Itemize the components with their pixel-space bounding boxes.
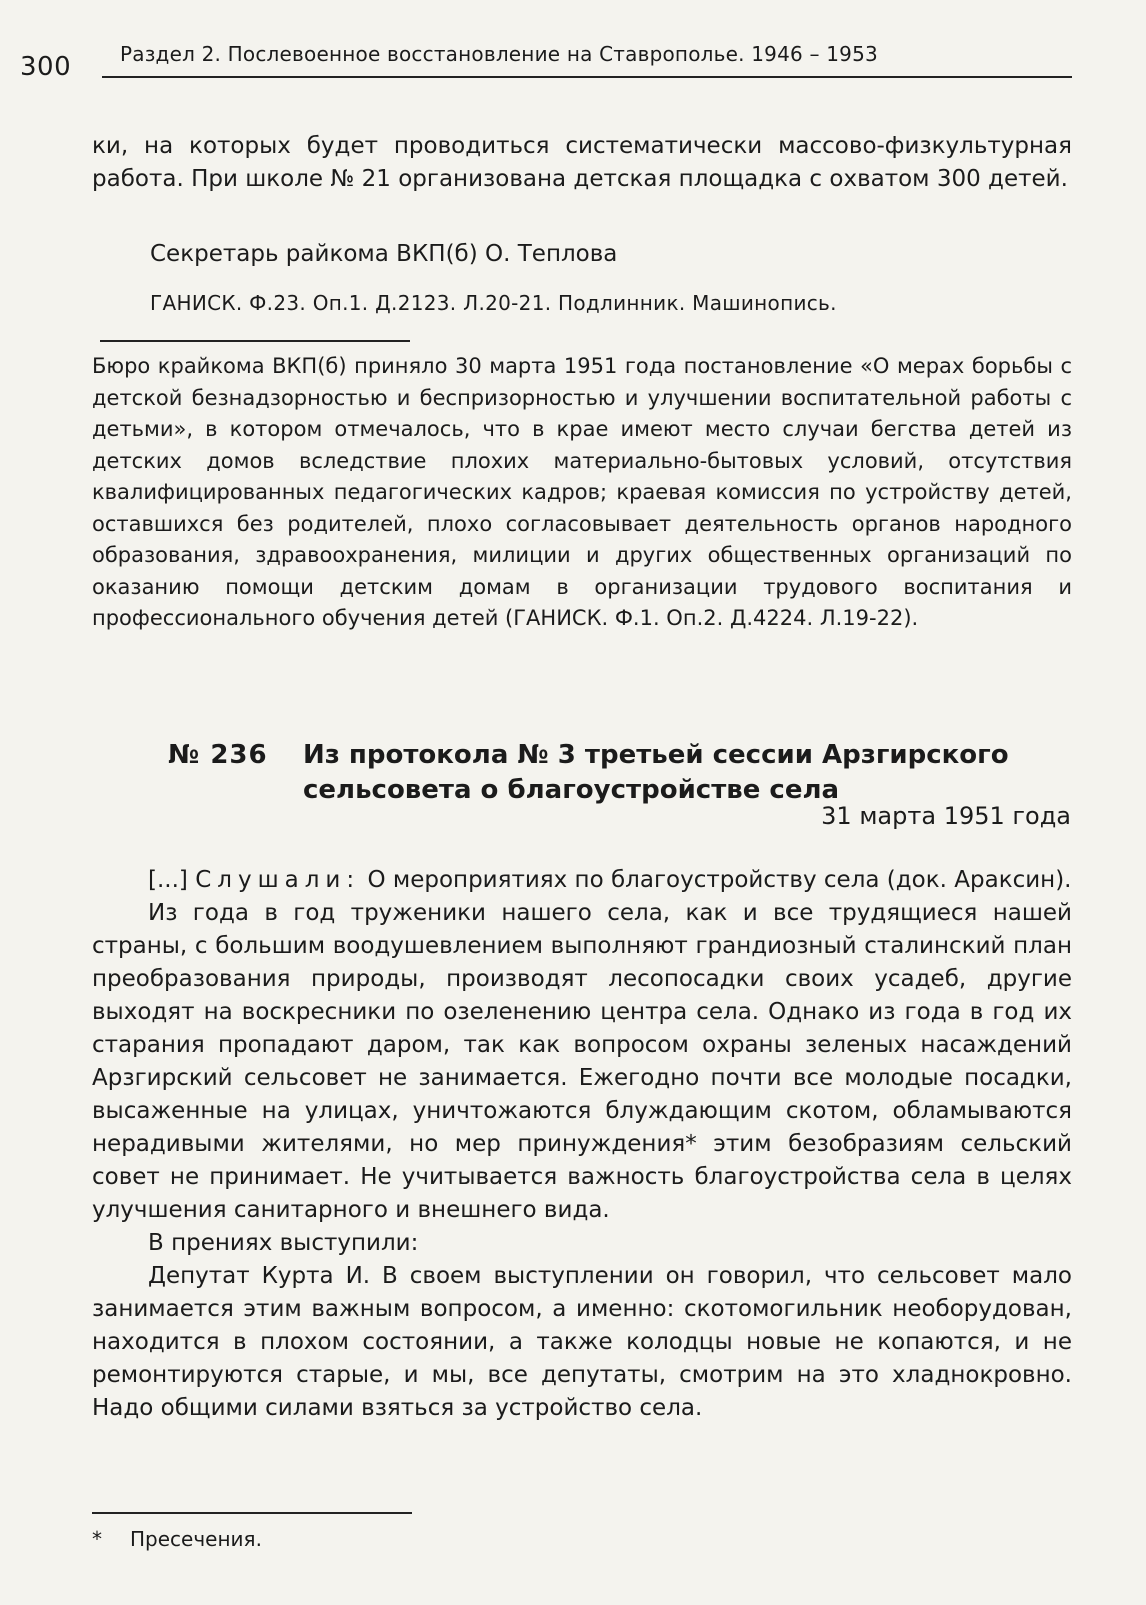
continued-paragraph: ки, на которых будет проводиться систематически массово-физкультурная работа. При школе № 21 организована детская площадка с охватом 300 детей. — [92, 133, 1072, 192]
header-rule — [102, 76, 1072, 78]
editorial-note: Бюро крайкома ВКП(б) приняло 30 марта 1951 года постановление «О мерах борьбы с детской безнадзорностью и беспризорностью и улучшении воспитательной работы с детьми», в котором отмечалось, что в крае имеют место случаи бегства детей из детских домов вследствие плохих материально-бытовых условий, отсутствия квалифицированных педагогических кадров; краевая комиссия по устройству детей, оставшихся без родителей, плохо согласовывает деятельность органов народного образования, здравоохранения, милиции и других общественных организаций по оказанию помощи детским домам в организации трудового воспитания и профессионального обучения детей (ГАНИСК. Ф.1. Оп.2. Д.4224. Л.19-22). — [92, 354, 1072, 630]
body-paragraph-heard — [92, 864, 1072, 897]
body-paragraph-debate: В прениях выступили: — [148, 1230, 419, 1256]
footnote-text: Пресечения. — [130, 1527, 262, 1551]
document-body — [92, 864, 1072, 1425]
body-paragraph: Депутат Курта И. В своем выступлении он говорил, что сельсовет мало занимается этим важным вопросом, а именно: скотомогильник необорудован, находится в плохом состоянии, а также колодцы новые не копаются, и не ремонтируются старые, и мы, все депутаты, смотрим на это хладнокровно. Надо общими силами взяться за устройство села. — [92, 1263, 1072, 1421]
note-separator — [100, 340, 410, 342]
heard-label: Слушали: — [195, 867, 361, 893]
page-number: 300 — [20, 52, 72, 82]
document-date: 31 марта 1951 года — [821, 802, 1071, 830]
document-number: № 236 — [168, 740, 268, 770]
signature-line: Секретарь райкома ВКП(б) О. Теплова — [150, 241, 618, 267]
footnote — [92, 1527, 262, 1551]
body-paragraph: Из года в год труженики нашего села, как и все трудящиеся нашей страны, с большим воодушевлением выполняют грандиозный сталинский план преобразования природы, производят лесопосадки своих усадеб, другие выходят на воскресники по озеленению центра села. Однако из года в год их старания пропадают даром, так как вопросом охраны зеленых насаждений Арзгирский сельсовет не занимается. Ежегодно почти все молодые посадки, высаженные на улицах, уничтожаются блуждающим скотом, обламываются нерадивыми жителями, но мер принуждения* этим безобразиям сельский совет не принимает. Не учитывается важность благоустройства села в целях улучшения санитарного и внешнего вида. — [92, 900, 1072, 1223]
heard-text: О мероприятиях по благоустройству села (док. Араксин). — [367, 867, 1072, 893]
omission-mark: [...] — [148, 867, 188, 893]
document-heading — [168, 738, 1068, 808]
archive-source: ГАНИСК. Ф.23. Оп.1. Д.2123. Л.20-21. Подлинник. Машинопись. — [150, 291, 837, 315]
footnote-mark: * — [92, 1527, 102, 1551]
document-title: Из протокола № 3 третьей сессии Арзгирского сельсовета о благоустройстве села — [303, 740, 1009, 805]
footnote-separator — [92, 1512, 412, 1514]
running-header: Раздел 2. Послевоенное восстановление на Ставрополье. 1946 – 1953 — [120, 42, 878, 66]
